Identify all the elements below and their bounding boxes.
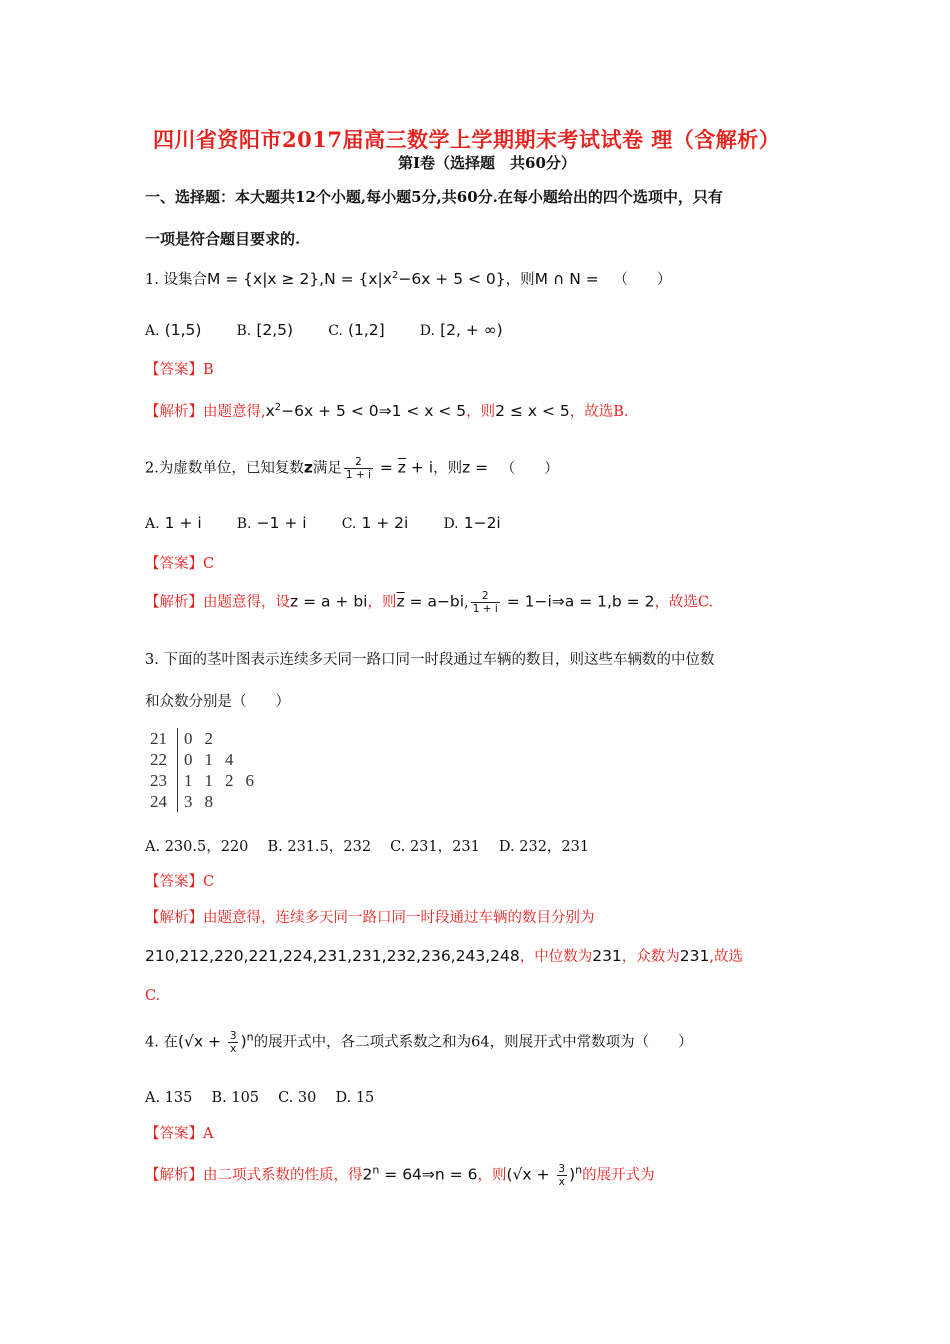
q2-fraction	[344, 456, 373, 481]
q1-answer-value: B	[203, 362, 214, 378]
stem-value: 22	[144, 749, 178, 770]
q4-options: A. 135 B. 105 C. 30 D. 15	[145, 1090, 375, 1106]
q4-analysis-sup2: n	[575, 1163, 583, 1177]
q3-line1: 3. 下面的茎叶图表示连续多天同一路口同一时段通过车辆的数目，则这些车辆数的中位数	[145, 652, 715, 668]
q2-zbar: $\overline{z}$	[397, 458, 406, 477]
q2-frac-den: 1 + i	[345, 469, 371, 482]
q2-analysis-math2: = a−bi	[404, 592, 465, 611]
q4-expr-open: (√x +	[177, 1032, 226, 1051]
question-1	[145, 268, 671, 289]
leaf-value: 6	[245, 771, 254, 790]
leaf-value: 0	[184, 729, 193, 748]
leaf-value	[240, 728, 261, 749]
q3-analysis-tag: 【解析】	[145, 910, 203, 926]
q4-analysis-expr-open: (√x +	[506, 1165, 555, 1184]
leaf-value: 1	[184, 771, 193, 790]
stem-leaf-plot	[144, 728, 261, 812]
leaf-value	[240, 791, 261, 812]
q1-analysis	[145, 400, 629, 421]
stem-row	[144, 728, 260, 749]
q2-opt-c-label: C.	[341, 516, 357, 532]
leaf-value: 2	[225, 771, 234, 790]
q3-analysis-data: 210,212,220,221,224,231,231,232,236,243,248	[145, 947, 520, 965]
q2-analysis-zbar: $\overline{z}$	[396, 592, 405, 611]
q2-analysis-tag: 【解析】	[145, 594, 203, 611]
q4-answer-tag: 【答案】	[145, 1126, 203, 1142]
q2-frac-num: 2	[355, 456, 362, 468]
leaf-value: 8	[204, 792, 213, 811]
q1-sup: 2	[391, 270, 399, 282]
q1-opt-a-label: A.	[145, 323, 160, 339]
q3-answer	[145, 870, 214, 891]
question-4	[145, 1030, 693, 1055]
q4-fraction	[228, 1030, 239, 1055]
q4-analysis	[145, 1163, 655, 1188]
q1-set-m: M = {x|x ≥ 2},N = {x|x	[206, 270, 392, 288]
section-instruction-line2: 一项是符合题目要求的.	[145, 230, 301, 248]
leaf-value	[219, 791, 240, 812]
q1-answer	[145, 358, 214, 379]
q1-answer-tag: 【答案】	[145, 362, 203, 378]
q3-analysis-text: 由题意得，连续多天同一路口同一时段通过车辆的数目分别为	[203, 910, 595, 926]
q2-analysis: 【解析】由题意得，设z = a + bi，则$\overline{z} = a-bi$, $\frac{2}{1 + i}$ = 1−i⇒a = 1,b = 2，故选C.	[145, 590, 714, 616]
q1-analysis-tag: 【解析】	[145, 404, 203, 420]
leaf-value: 1	[204, 750, 213, 769]
q1-opt-a-value: (1,5)	[164, 321, 202, 339]
q3-analysis-median: 231	[592, 947, 622, 965]
q2-answer	[145, 552, 214, 573]
q3-answer-tag: 【答案】	[145, 874, 203, 890]
q4-frac-num: 3	[229, 1030, 237, 1042]
leaf-value: 1	[204, 771, 213, 790]
stem-row	[144, 791, 260, 812]
q1-analysis-math2: −6x + 5 < 0⇒1 < x < 5	[281, 402, 467, 420]
q2-opt-d-label: D.	[443, 516, 459, 532]
q2-analysis-fraction	[471, 590, 500, 615]
q2-analysis-mid: ，则	[367, 594, 397, 611]
q1-analysis-sup: 2	[274, 402, 282, 414]
q2-eq: =	[374, 458, 398, 477]
q1-paren: （ ）	[613, 272, 672, 288]
q1-opt-c-value: (1,2]	[347, 321, 385, 339]
q3-analysis-mode: 231	[679, 947, 710, 965]
q4-analysis-math1: 2	[362, 1165, 373, 1184]
q3-analysis-line1	[145, 906, 595, 927]
q2-z-eq: z =	[462, 458, 489, 477]
stem-value: 24	[144, 791, 178, 812]
q2-prefix: 2.为虚数单位，已知复数	[145, 460, 304, 477]
q4-expr-close: )	[240, 1032, 247, 1051]
q2-analysis-end: ，故选C.	[654, 594, 714, 611]
q2-analysis-frac-den: 1 + i	[472, 603, 498, 616]
q2-analysis-frac-num: 2	[481, 590, 489, 602]
q2-answer-tag: 【答案】	[145, 556, 203, 572]
leaf-value	[219, 728, 240, 749]
q3-analysis-end: ,故选	[709, 949, 743, 965]
q2-options	[145, 513, 501, 532]
q2-then: ，则	[433, 460, 463, 477]
q3-analysis-mid1: ，中位数为	[519, 949, 593, 965]
stem-row	[144, 749, 260, 770]
q4-post: 的展开式中，各二项式系数之和为64，则展开式中常数项为（ ）	[253, 1034, 693, 1051]
q2-opt-a-label: A.	[145, 516, 160, 532]
q4-analysis-end: 的展开式为	[582, 1167, 655, 1184]
q2-analysis-math1: z = a + bi	[290, 592, 368, 611]
stem-value: 23	[144, 770, 178, 791]
q1-opt-b-label: B.	[236, 323, 252, 339]
q4-analysis-math2: = 64⇒n = 6	[379, 1165, 478, 1184]
q3-analysis-mid2: ，众数为	[621, 949, 680, 965]
q2-opt-c-value: 1 + 2i	[361, 514, 409, 532]
question-2	[145, 456, 559, 481]
q1-mid: ，则	[505, 272, 535, 288]
q2-analysis-pre: 由题意得，设	[203, 594, 290, 611]
q1-intersection: M ∩ N =	[534, 270, 599, 288]
page-title: 四川省资阳市2017届高三数学上学期期末考试试卷 理（含解析）	[153, 127, 781, 152]
q2-opt-b-value: −1 + i	[256, 514, 307, 532]
q4-analysis-frac-num: 3	[558, 1163, 566, 1175]
q4-analysis-fraction	[556, 1163, 567, 1188]
q4-analysis-expr-close: )	[569, 1165, 576, 1184]
q2-mid: 满足	[312, 460, 342, 477]
q4-analysis-pre: 由二项式系数的性质，得	[203, 1167, 363, 1184]
q3-analysis-line3: C.	[145, 988, 161, 1004]
section-subtitle: 第Ⅰ卷（选择题 共60分）	[398, 154, 576, 172]
q4-analysis-mid: ，则	[477, 1167, 507, 1184]
q2-paren: （ ）	[500, 460, 559, 477]
q4-frac-den: x	[230, 1043, 237, 1056]
q3-analysis-line2	[145, 945, 743, 966]
stem-row	[144, 770, 260, 791]
q2-opt-d-value: 1−2i	[463, 514, 501, 532]
q1-analysis-math1: x	[265, 402, 275, 420]
leaf-value: 2	[204, 729, 213, 748]
leaf-value: 0	[184, 750, 193, 769]
q4-prefix: 4. 在	[145, 1034, 178, 1051]
q1-analysis-mid: ，则	[466, 404, 496, 420]
q2-opt-a-value: 1 + i	[164, 514, 202, 532]
q1-prefix: 1. 设集合	[145, 272, 207, 288]
q4-analysis-sup: n	[372, 1163, 380, 1177]
leaf-value	[240, 749, 261, 770]
q3-options: A. 230.5，220 B. 231.5，232 C. 231，231 D. 232，231	[145, 839, 590, 855]
q1-analysis-end: ，故选B.	[569, 404, 629, 420]
leaf-value: 3	[184, 792, 193, 811]
q2-z: z	[303, 458, 313, 477]
q2-plus-i: + i	[405, 458, 434, 477]
q1-analysis-math3: 2 ≤ x < 5	[495, 402, 570, 420]
q1-opt-c-label: C.	[328, 323, 343, 339]
q4-answer-value: A	[203, 1126, 214, 1142]
q4-analysis-tag: 【解析】	[145, 1167, 203, 1184]
q3-answer-value: C	[203, 874, 215, 890]
q2-analysis-math3: = 1−i⇒a = 1,b = 2	[501, 592, 655, 611]
q1-opt-d-label: D.	[419, 323, 435, 339]
q1-opt-b-value: [2,5)	[256, 321, 294, 339]
leaf-value: 4	[225, 750, 234, 769]
q2-opt-b-label: B.	[236, 516, 252, 532]
stem-value: 21	[144, 728, 178, 749]
section-instruction-line1: 一、选择题：本大题共12个小题,每小题5分,共60分.在每小题给出的四个选项中，只有	[145, 188, 723, 206]
q3-line2: 和众数分别是（ ）	[145, 694, 290, 710]
q2-answer-value: C	[203, 556, 215, 572]
q4-sup: n	[246, 1030, 254, 1044]
q1-opt-d-value: [2, + ∞)	[440, 321, 503, 339]
q4-analysis-frac-den: x	[558, 1176, 565, 1189]
q4-answer	[145, 1122, 213, 1143]
q1-options	[145, 320, 503, 339]
q1-analysis-pre: 由题意得,	[203, 404, 266, 420]
q1-set-rest: −6x + 5 < 0}	[398, 270, 506, 288]
